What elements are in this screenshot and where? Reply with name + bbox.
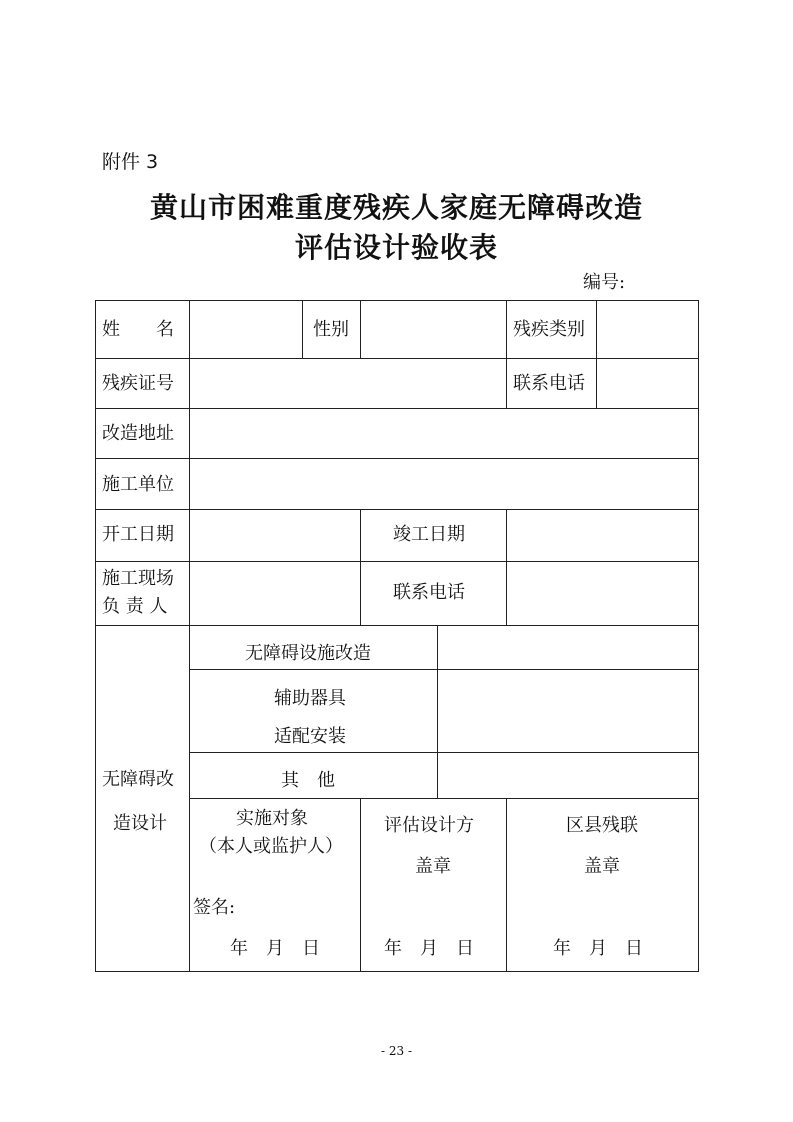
table-line <box>360 509 361 626</box>
table-line <box>596 300 597 409</box>
table-line <box>95 408 699 409</box>
table-line <box>95 625 699 626</box>
address-label: 改造地址 <box>102 423 174 444</box>
table-line <box>95 358 699 359</box>
table-line <box>698 300 699 972</box>
form-title-line-1: 黄山市困难重度残疾人家庭无障碍改造 <box>149 191 643 224</box>
table-line <box>506 509 507 626</box>
table-line <box>95 509 699 510</box>
table-line <box>302 300 303 359</box>
name-label: 姓 名 <box>102 319 174 340</box>
disability-cert-label: 残疾证号 <box>102 373 174 394</box>
site-contact-phone-label: 联系电话 <box>393 582 465 603</box>
assistive-device-label-line-2: 适配安装 <box>274 726 346 747</box>
table-line <box>506 300 507 409</box>
construction-unit-label: 施工单位 <box>102 474 174 495</box>
assessor-date: 年 月 日 <box>384 938 474 959</box>
table-line <box>95 458 699 459</box>
site-manager-label-line-2: 负 责 人 <box>102 596 168 617</box>
attachment-label: 附件 3 <box>102 151 159 173</box>
federation-seal-label: 盖章 <box>584 856 620 877</box>
form-title-line-2: 评估设计验收表 <box>294 231 498 264</box>
table-line <box>95 300 699 301</box>
table-line <box>360 300 361 359</box>
table-line <box>95 561 699 562</box>
table-line <box>506 798 507 972</box>
recipient-label-line-2: （本人或监护人） <box>199 836 343 857</box>
contact-phone-label: 联系电话 <box>513 373 585 394</box>
recipient-date: 年 月 日 <box>230 938 320 959</box>
assessor-label: 评估设计方 <box>384 815 474 836</box>
barrier-design-label-line-1: 无障碍改 <box>102 769 174 790</box>
serial-number-label: 编号: <box>583 272 626 293</box>
start-date-label: 开工日期 <box>102 524 174 545</box>
site-manager-label-line-1: 施工现场 <box>102 568 174 589</box>
other-label: 其 他 <box>281 770 335 791</box>
table-line <box>189 798 699 799</box>
page-number: - 23 - <box>380 1044 412 1058</box>
table-line <box>189 300 190 972</box>
disability-type-label: 残疾类别 <box>513 319 585 340</box>
facility-renovation-label: 无障碍设施改造 <box>245 643 371 664</box>
barrier-design-label-line-2: 造设计 <box>113 813 167 834</box>
table-line <box>95 300 96 972</box>
recipient-label-line-1: 实施对象 <box>236 808 308 829</box>
completion-date-label: 竣工日期 <box>393 524 465 545</box>
table-line <box>189 752 699 753</box>
federation-date: 年 月 日 <box>553 938 643 959</box>
table-line <box>360 798 361 972</box>
table-line <box>189 669 699 670</box>
assistive-device-label-line-1: 辅助器具 <box>274 688 346 709</box>
gender-label: 性别 <box>313 319 349 340</box>
table-line <box>437 625 438 799</box>
assessor-seal-label: 盖章 <box>415 856 451 877</box>
signature-label: 签名: <box>193 897 236 918</box>
table-line <box>95 971 699 972</box>
federation-label: 区县残联 <box>566 815 638 836</box>
